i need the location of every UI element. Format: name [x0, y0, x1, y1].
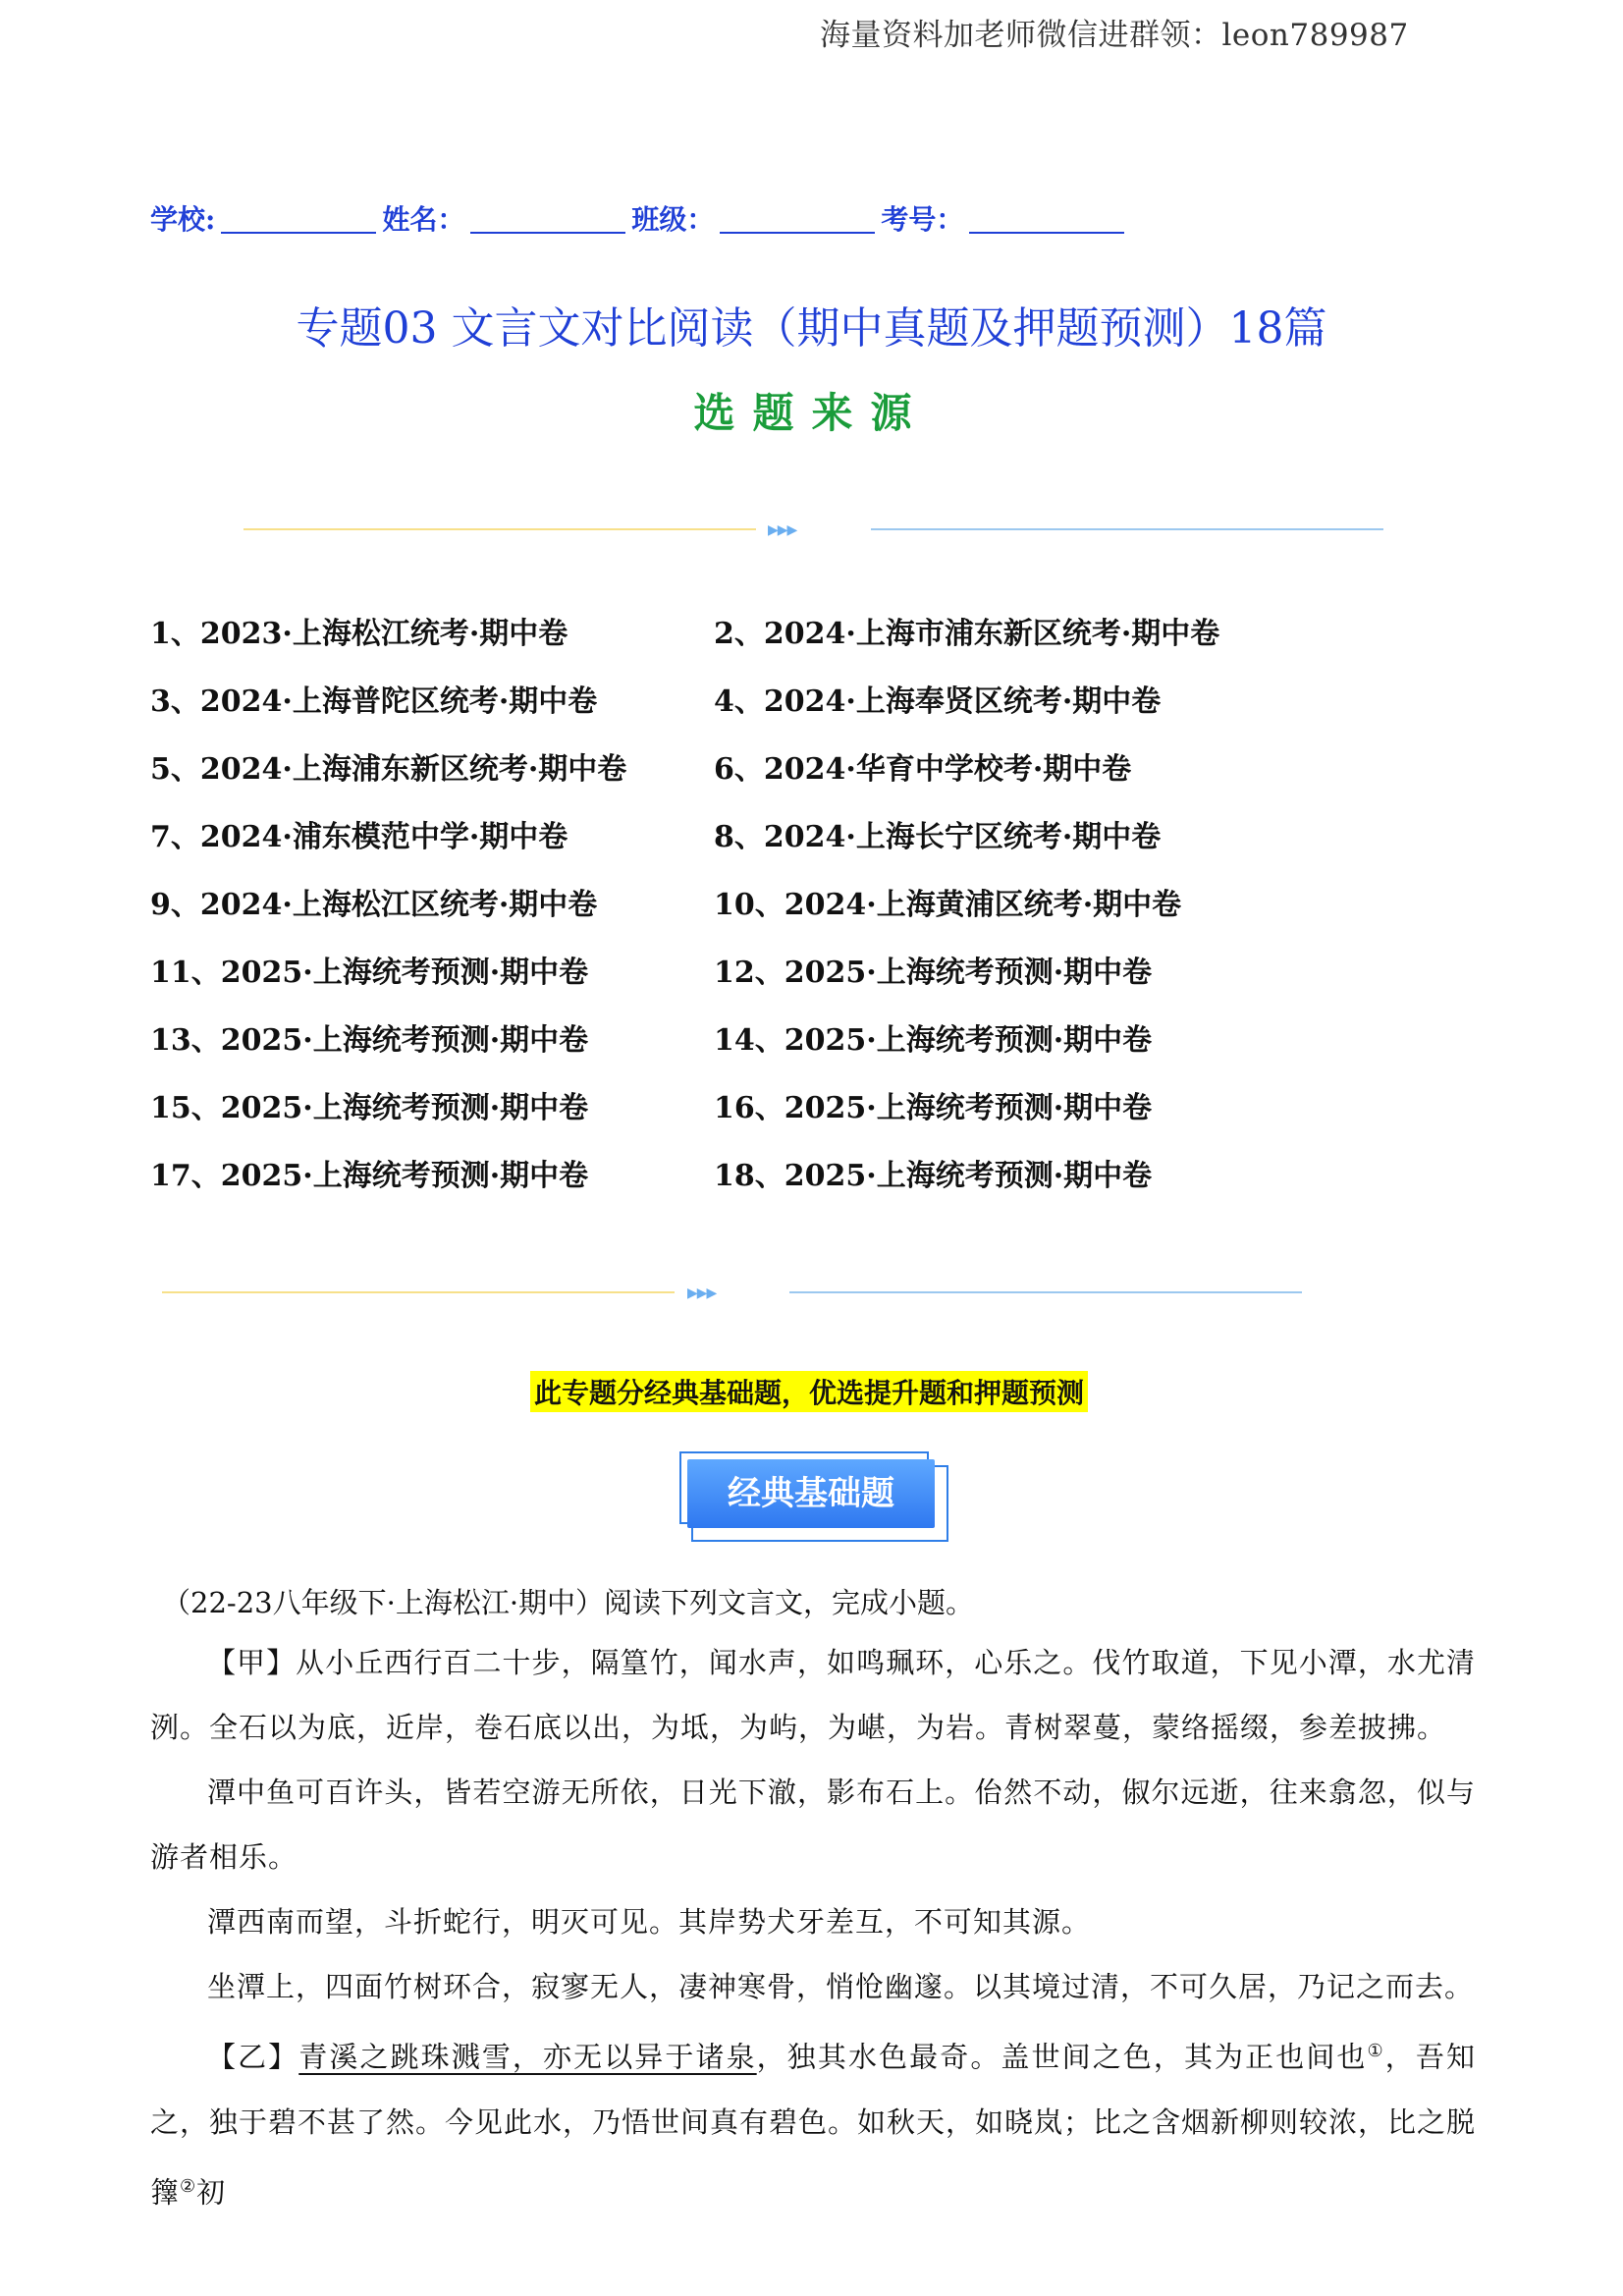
source-item: 18、2025·上海统考预测·期中卷 — [714, 1159, 1153, 1193]
passage-text: ，吾知之，独于碧不甚了然。今见此水，乃悟世间真有碧色。如秋天，如晓岚；比之含烟新柳则较浓，比之脱籜 — [150, 2040, 1477, 2210]
label-jia: 【甲】 — [207, 1646, 297, 1679]
source-item: 7、2024·浦东模范中学·期中卷 — [150, 820, 568, 854]
school-label: 学校: — [150, 203, 216, 236]
source-item: 3、2024·上海普陀区统考·期中卷 — [150, 684, 598, 719]
school-blank[interactable] — [221, 206, 376, 234]
passage-jia-p2 — [150, 1760, 1476, 1889]
source-item: 14、2025·上海统考预测·期中卷 — [714, 1023, 1153, 1058]
passage-text: 坐潭上，四面竹树环合，寂寥无人，凄神寒骨，悄怆幽邃。以其境过清，不可久居，乃记之而去。 — [207, 1970, 1475, 2003]
source-item: 8、2024·上海长宁区统考·期中卷 — [714, 820, 1162, 854]
exam-no-label: 考号： — [881, 203, 964, 236]
class-label: 班级： — [631, 203, 715, 236]
divider-bottom — [0, 1285, 1623, 1299]
name-blank[interactable] — [470, 206, 625, 234]
section-badge-label: 经典基础题 — [728, 1474, 894, 1513]
arrow-icon: ▶▶▶ — [768, 522, 797, 538]
source-item: 5、2024·上海浦东新区统考·期中卷 — [150, 752, 627, 787]
footnote-marker: ① — [1367, 2041, 1385, 2061]
source-item: 11、2025·上海统考预测·期中卷 — [150, 956, 589, 990]
document-title: 专题03 文言文对比阅读（期中真题及押题预测）18篇 — [296, 303, 1327, 354]
section-subtitle: 选题来源 — [693, 389, 930, 437]
name-label: 姓名： — [382, 203, 465, 236]
source-item: 6、2024·华育中学校考·期中卷 — [714, 752, 1132, 787]
exam-no-blank[interactable] — [969, 206, 1124, 234]
highlight-banner: 此专题分经典基础题，优选提升题和押题预测 — [530, 1371, 1088, 1412]
passage-text: ，独其水色最奇。盖世间之色，其为正也间也 — [756, 2040, 1368, 2074]
source-item: 17、2025·上海统考预测·期中卷 — [150, 1159, 589, 1193]
passage-text: 潭西南而望，斗折蛇行，明灭可见。其岸势犬牙差互，不可知其源。 — [207, 1905, 1092, 1939]
passage-jia-p3 — [150, 1889, 1476, 1954]
passage-jia-p1 — [150, 1630, 1476, 1760]
label-yi: 【乙】 — [207, 2040, 299, 2074]
source-item: 9、2024·上海松江区统考·期中卷 — [150, 888, 598, 922]
source-item: 2、2024·上海市浦东新区统考·期中卷 — [714, 617, 1220, 651]
source-item: 13、2025·上海统考预测·期中卷 — [150, 1023, 589, 1058]
source-item: 12、2025·上海统考预测·期中卷 — [714, 956, 1153, 990]
source-item: 16、2025·上海统考预测·期中卷 — [714, 1091, 1153, 1125]
student-info-line — [150, 198, 1130, 238]
section-badge — [679, 1451, 952, 1548]
watermark-text: 海量资料加老师微信进群领：leon789987 — [820, 18, 1409, 53]
source-item: 1、2023·上海松江统考·期中卷 — [150, 617, 568, 651]
passage-text: 初 — [196, 2175, 227, 2210]
passage-text: 从小丘西行百二十步，隔篁竹，闻水声，如鸣珮环，心乐之。伐竹取道，下见小潭，水尤清洌。全石以为底，近岸，卷石底以出，为坻，为屿，为嵁，为岩。青树翠蔓，蒙络摇缀，参差披拂。 — [150, 1646, 1476, 1744]
footnote-marker: ② — [180, 2175, 197, 2197]
divider-top — [0, 522, 1623, 536]
passage-jia-p4 — [150, 1954, 1476, 2019]
class-blank[interactable] — [720, 206, 875, 234]
source-item: 15、2025·上海统考预测·期中卷 — [150, 1091, 589, 1125]
source-item: 10、2024·上海黄浦区统考·期中卷 — [714, 888, 1182, 922]
underlined-sentence: 青溪之跳珠溅雪，亦无以异于诸泉 — [298, 2040, 757, 2074]
passage-text: 潭中鱼可百许头，皆若空游无所依，日光下澈，影布石上。佁然不动，俶尔远逝，往来翕忽，似与游者相乐。 — [150, 1776, 1476, 1874]
arrow-icon: ▶▶▶ — [687, 1285, 717, 1301]
source-item: 4、2024·上海奉贤区统考·期中卷 — [714, 684, 1162, 719]
question-intro: （22-23八年级下·上海松江·期中）阅读下列文言文，完成小题。 — [162, 1586, 975, 1619]
passage-yi — [150, 2019, 1476, 2224]
